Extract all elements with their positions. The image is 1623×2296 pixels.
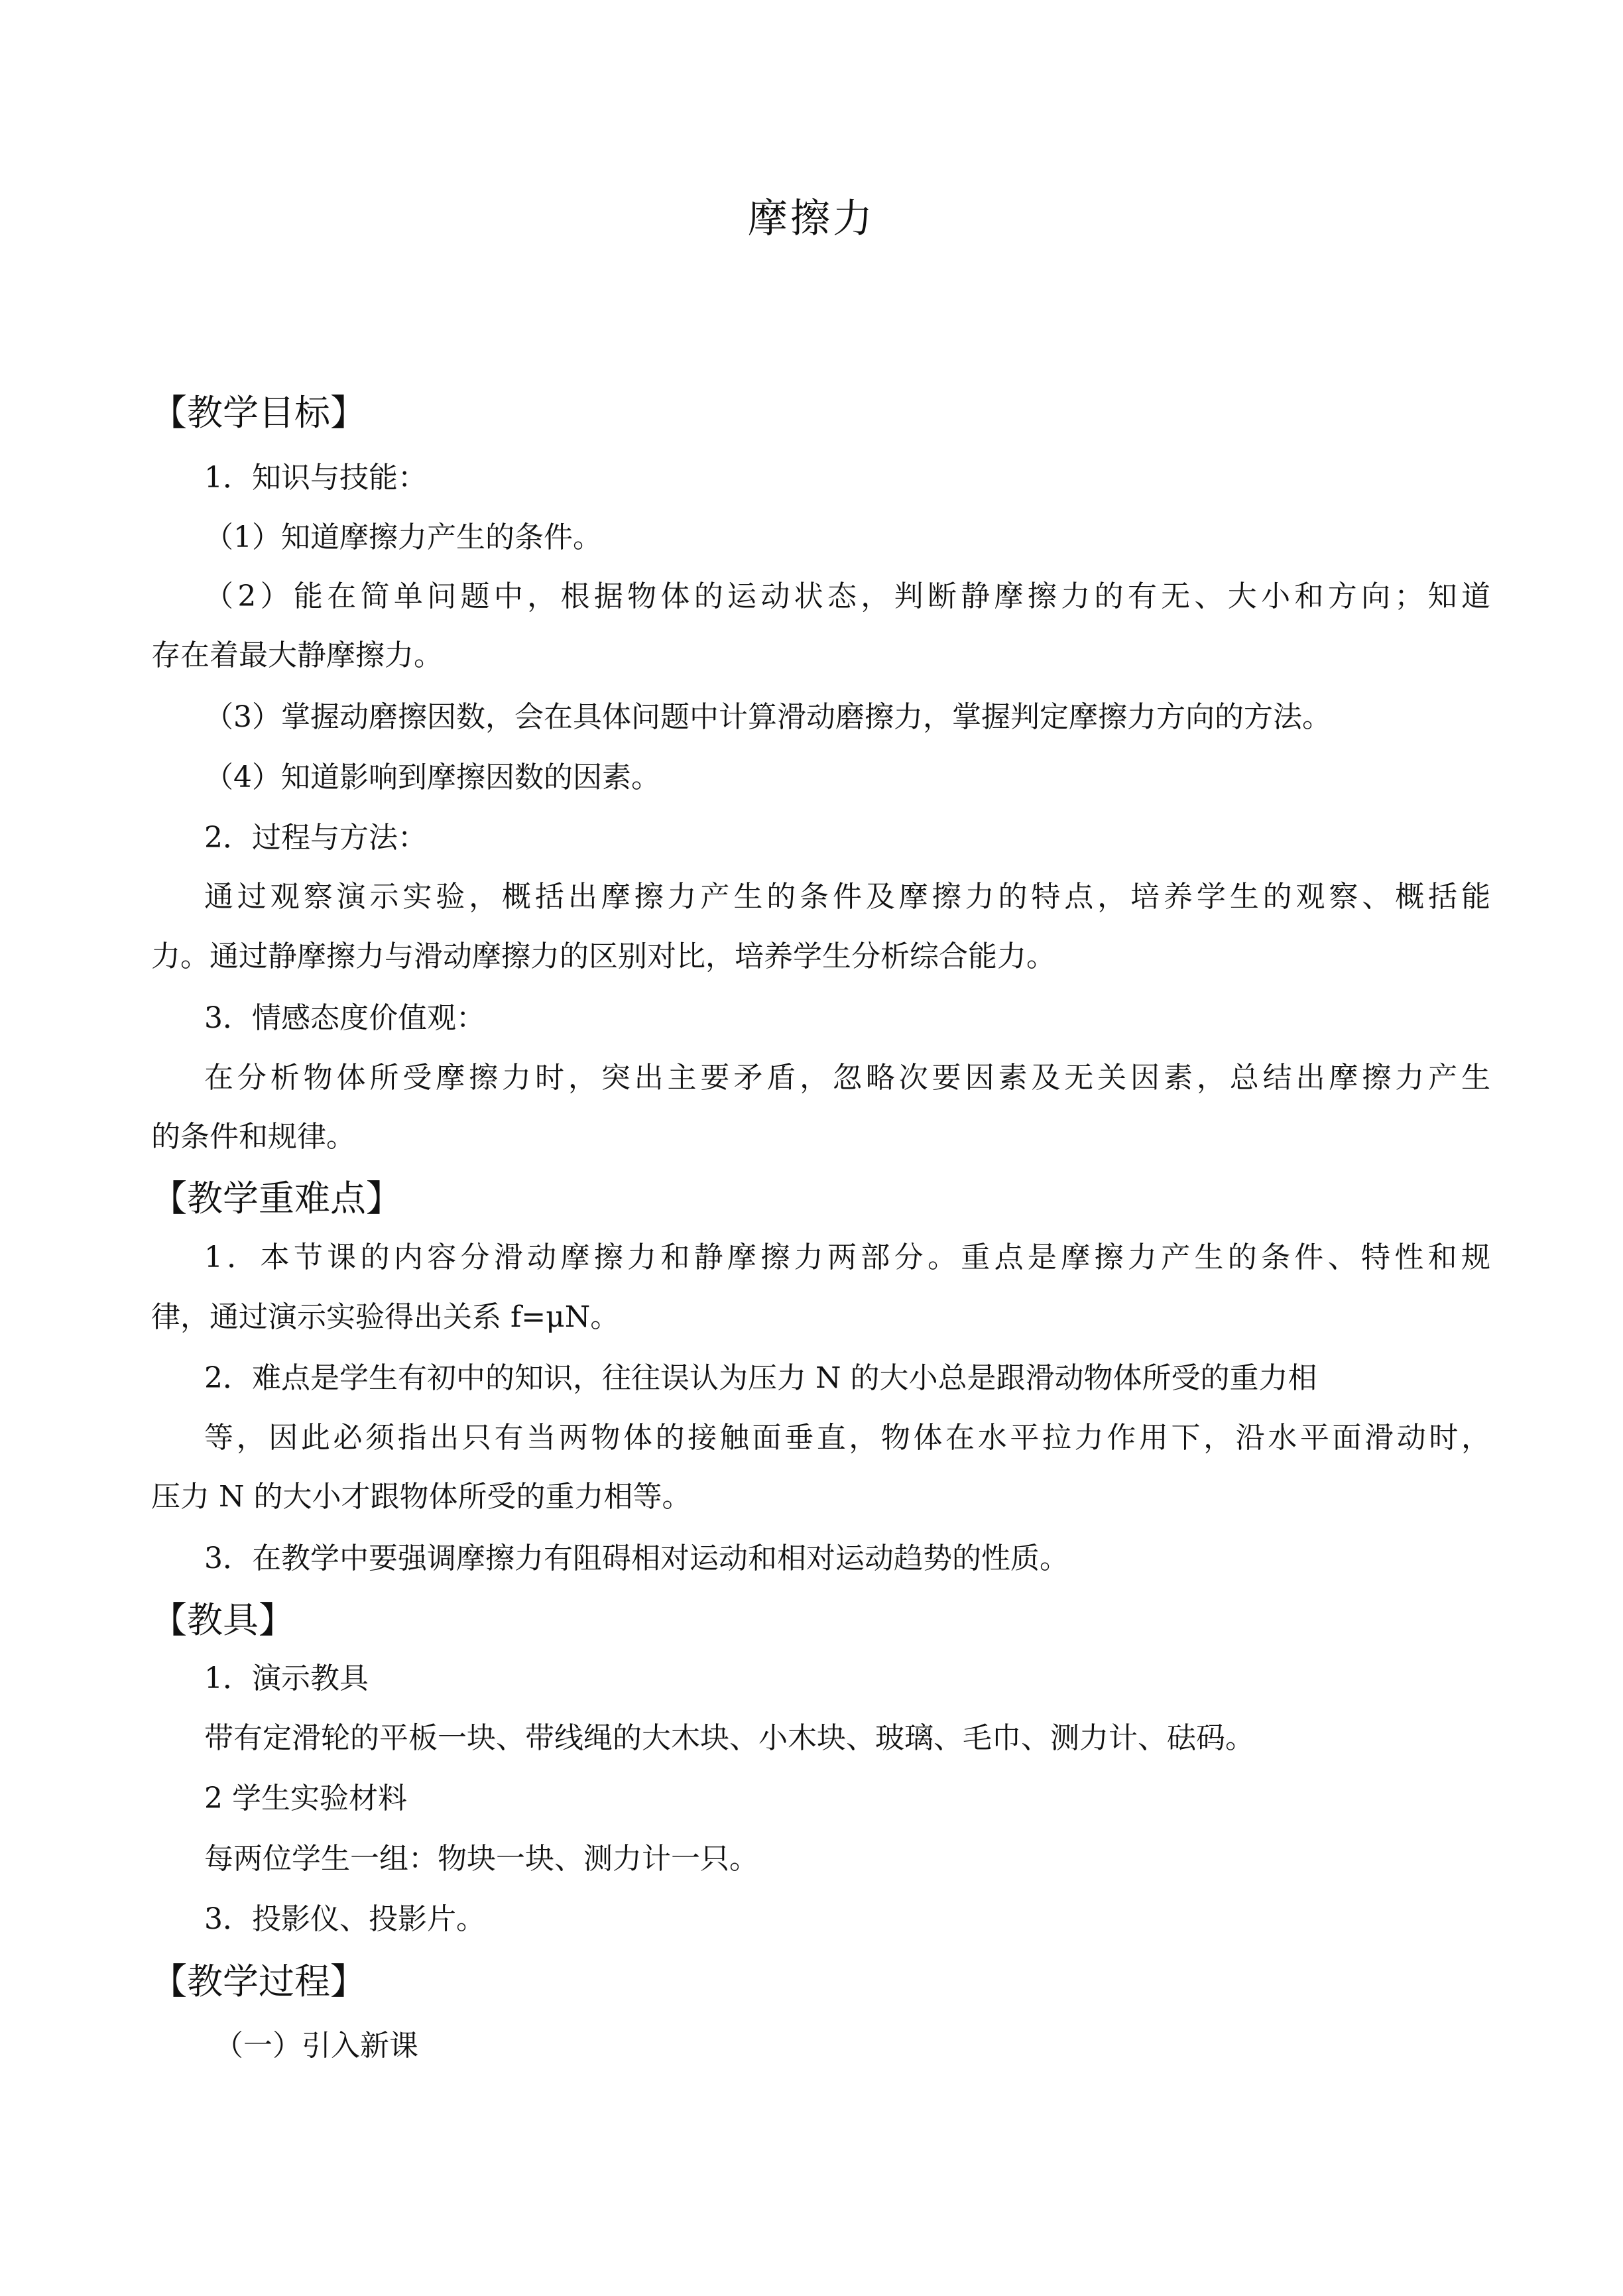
paragraph-line: 2．难点是学生有初中的知识，往往误认为压力 N 的大小总是跟滑动物体所受的重力相 [204, 1361, 1317, 1395]
section-heading-keypoints: 【教学重难点】 [151, 1178, 402, 1219]
paragraph-line: （4）知道影响到摩擦因数的因素。 [204, 760, 660, 794]
paragraph-line: 每两位学生一组：物块一块、测力计一只。 [204, 1842, 758, 1876]
paragraph-line: 3．情感态度价值观： [204, 1001, 485, 1035]
section-heading-goals: 【教学目标】 [151, 392, 366, 434]
paragraph-line: （3）掌握动磨擦因数，会在具体问题中计算滑动磨擦力，掌握判定摩擦力方向的方法。 [204, 700, 1331, 734]
paragraph-line: 等，因此必须指出只有当两物体的接触面垂直，物体在水平拉力作用下，沿水平面滑动时， [204, 1421, 1490, 1455]
paragraph-line: 2．过程与方法： [204, 821, 427, 855]
paragraph-line: 1．知识与技能： [204, 461, 427, 495]
paragraph-line: 在分析物体所受摩擦力时，突出主要矛盾，忽略次要因素及无关因素，总结出摩擦力产生 [204, 1061, 1490, 1095]
paragraph-line: 1．本节课的内容分滑动摩擦力和静摩擦力两部分。重点是摩擦力产生的条件、特性和规 [204, 1240, 1490, 1274]
paragraph-line: 律，通过演示实验得出关系 f=μN。 [151, 1300, 620, 1334]
paragraph-line: 1．演示教具 [204, 1662, 369, 1695]
paragraph-line: 压力 N 的大小才跟物体所受的重力相等。 [151, 1480, 691, 1514]
paragraph-line: 2 学生实验材料 [204, 1782, 407, 1815]
section-heading-tools: 【教具】 [151, 1599, 294, 1641]
paragraph-line: （一）引入新课 [214, 2029, 418, 2063]
paragraph-line: （2）能在简单问题中，根据物体的运动状态，判断静摩擦力的有无、大小和方向；知道 [204, 579, 1490, 613]
paragraph-line: 3．在教学中要强调摩擦力有阻碍相对运动和相对运动趋势的性质。 [204, 1541, 1069, 1575]
paragraph-line: 通过观察演示实验，概括出摩擦力产生的条件及摩擦力的特点，培养学生的观察、概括能 [204, 880, 1490, 914]
page-title: 摩擦力 [748, 196, 875, 242]
paragraph-line: 存在着最大静摩擦力。 [151, 638, 443, 672]
section-heading-process: 【教学过程】 [151, 1961, 366, 2002]
paragraph-line: 带有定滑轮的平板一块、带线绳的大木块、小木块、玻璃、毛巾、测力计、砝码。 [204, 1721, 1254, 1755]
paragraph-line: 力。通过静摩擦力与滑动摩擦力的区别对比，培养学生分析综合能力。 [151, 939, 1055, 973]
paragraph-line: 的条件和规律。 [151, 1120, 355, 1154]
paragraph-line: （1）知道摩擦力产生的条件。 [204, 520, 602, 554]
paragraph-line: 3．投影仪、投影片。 [204, 1902, 485, 1936]
